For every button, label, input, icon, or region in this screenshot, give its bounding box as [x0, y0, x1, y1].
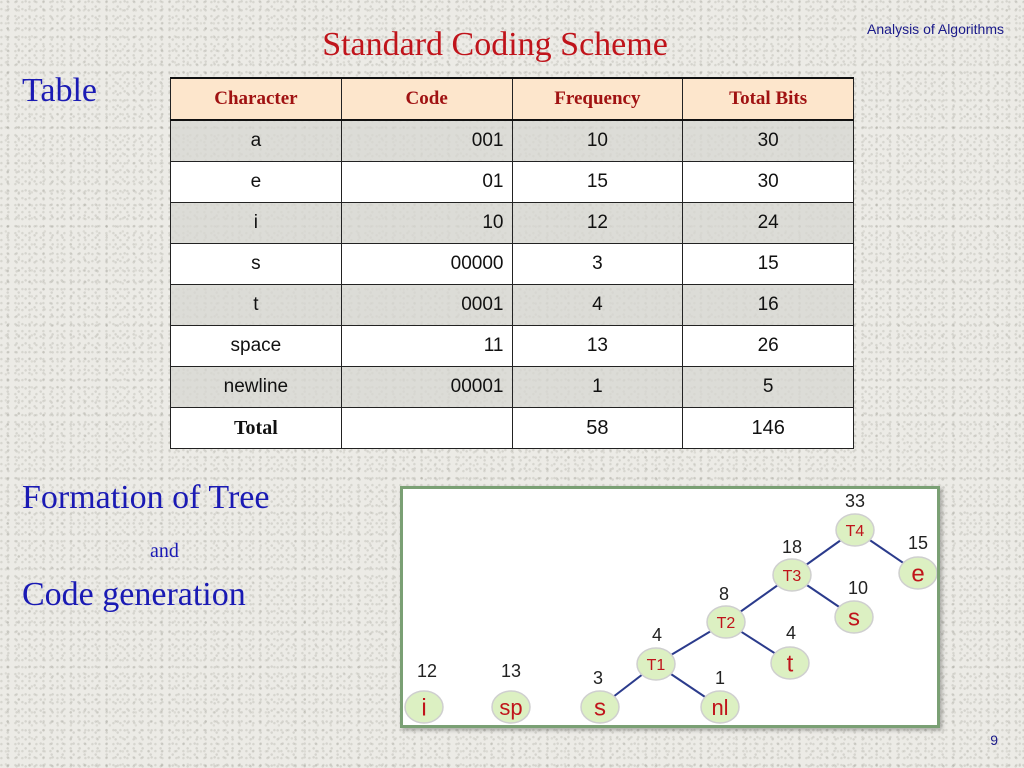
tree-node-label: T4 — [845, 522, 865, 540]
tree-node-T2 — [707, 584, 745, 638]
cell-total-bits: 30 — [683, 120, 854, 162]
total-bits: 146 — [683, 408, 854, 449]
header-character: Character — [171, 78, 342, 120]
cell-frequency: 12 — [512, 203, 683, 244]
table-row — [171, 162, 854, 203]
tree-node-label: s — [848, 604, 860, 632]
tree-node-label: t — [786, 650, 794, 678]
cell-total-bits: 15 — [683, 244, 854, 285]
cell-frequency: 15 — [512, 162, 683, 203]
tree-node-label: nl — [711, 694, 729, 720]
tree-node-T1 — [637, 625, 675, 680]
cell-character: a — [171, 120, 342, 162]
cell-code: 001 — [341, 120, 512, 162]
tree-node-weight: 8 — [718, 584, 730, 604]
tree-node-weight: 4 — [785, 623, 797, 643]
tree-node-label: e — [911, 560, 925, 588]
cell-total-bits: 30 — [683, 162, 854, 203]
table-row — [171, 120, 854, 162]
header-total-bits: Total Bits — [683, 78, 854, 120]
tree-node-weight: 15 — [907, 533, 929, 553]
cell-frequency: 4 — [512, 285, 683, 326]
tree-node-label: T2 — [716, 614, 736, 632]
tree-node-e — [899, 533, 937, 589]
codegen-label: Code generation — [22, 576, 246, 613]
coding-table — [170, 77, 854, 449]
cell-code: 0001 — [341, 285, 512, 326]
tree-node-label: sp — [499, 694, 523, 720]
cell-code: 10 — [341, 203, 512, 244]
tree-canvas — [403, 489, 937, 725]
tree-node-t — [771, 623, 809, 679]
tree-node-weight: 1 — [714, 668, 726, 688]
tree-node-weight: 4 — [651, 625, 663, 645]
tree-node-weight: 33 — [844, 491, 866, 511]
tree-node-T4 — [836, 491, 874, 546]
tree-node-nl — [701, 668, 739, 723]
total-label: Total — [171, 408, 342, 449]
cell-frequency: 13 — [512, 326, 683, 367]
course-header: Analysis of Algorithms — [867, 21, 1004, 37]
tree-node-weight: 13 — [500, 661, 522, 681]
cell-character: space — [171, 326, 342, 367]
total-code — [341, 408, 512, 449]
table-row — [171, 326, 854, 367]
tree-node-i — [405, 661, 443, 723]
cell-total-bits: 5 — [683, 367, 854, 408]
tree-node-s10 — [835, 578, 873, 633]
cell-character: s — [171, 244, 342, 285]
tree-node-T3 — [773, 537, 811, 591]
cell-total-bits: 26 — [683, 326, 854, 367]
tree-node-s3 — [581, 668, 619, 723]
table-label: Table — [22, 72, 98, 109]
cell-total-bits: 16 — [683, 285, 854, 326]
table-row — [171, 203, 854, 244]
tree-node-weight: 3 — [592, 668, 604, 688]
slide-title: Standard Coding Scheme — [322, 26, 668, 63]
formation-label: Formation of Tree — [22, 479, 270, 516]
table-total-row — [171, 408, 854, 449]
table-row — [171, 244, 854, 285]
and-label: and — [150, 540, 179, 562]
table-row — [171, 367, 854, 408]
cell-code: 11 — [341, 326, 512, 367]
header-code: Code — [341, 78, 512, 120]
cell-frequency: 1 — [512, 367, 683, 408]
cell-character: e — [171, 162, 342, 203]
tree-node-label: s — [594, 694, 606, 722]
tree-node-weight: 12 — [416, 661, 438, 681]
cell-frequency: 10 — [512, 120, 683, 162]
table-row — [171, 285, 854, 326]
cell-total-bits: 24 — [683, 203, 854, 244]
total-frequency: 58 — [512, 408, 683, 449]
tree-node-sp — [492, 661, 530, 723]
tree-node-weight: 18 — [781, 537, 803, 557]
huffman-tree-diagram — [400, 486, 940, 728]
header-frequency: Frequency — [512, 78, 683, 120]
cell-character: newline — [171, 367, 342, 408]
page-number: 9 — [990, 732, 998, 748]
cell-code: 00000 — [341, 244, 512, 285]
tree-node-weight: 10 — [847, 578, 869, 598]
cell-code: 01 — [341, 162, 512, 203]
tree-node-label: i — [421, 694, 427, 722]
cell-character: t — [171, 285, 342, 326]
tree-node-label: T1 — [646, 656, 666, 674]
cell-character: i — [171, 203, 342, 244]
tree-node-label: T3 — [782, 567, 802, 585]
table-header-row — [171, 78, 854, 120]
cell-frequency: 3 — [512, 244, 683, 285]
cell-code: 00001 — [341, 367, 512, 408]
